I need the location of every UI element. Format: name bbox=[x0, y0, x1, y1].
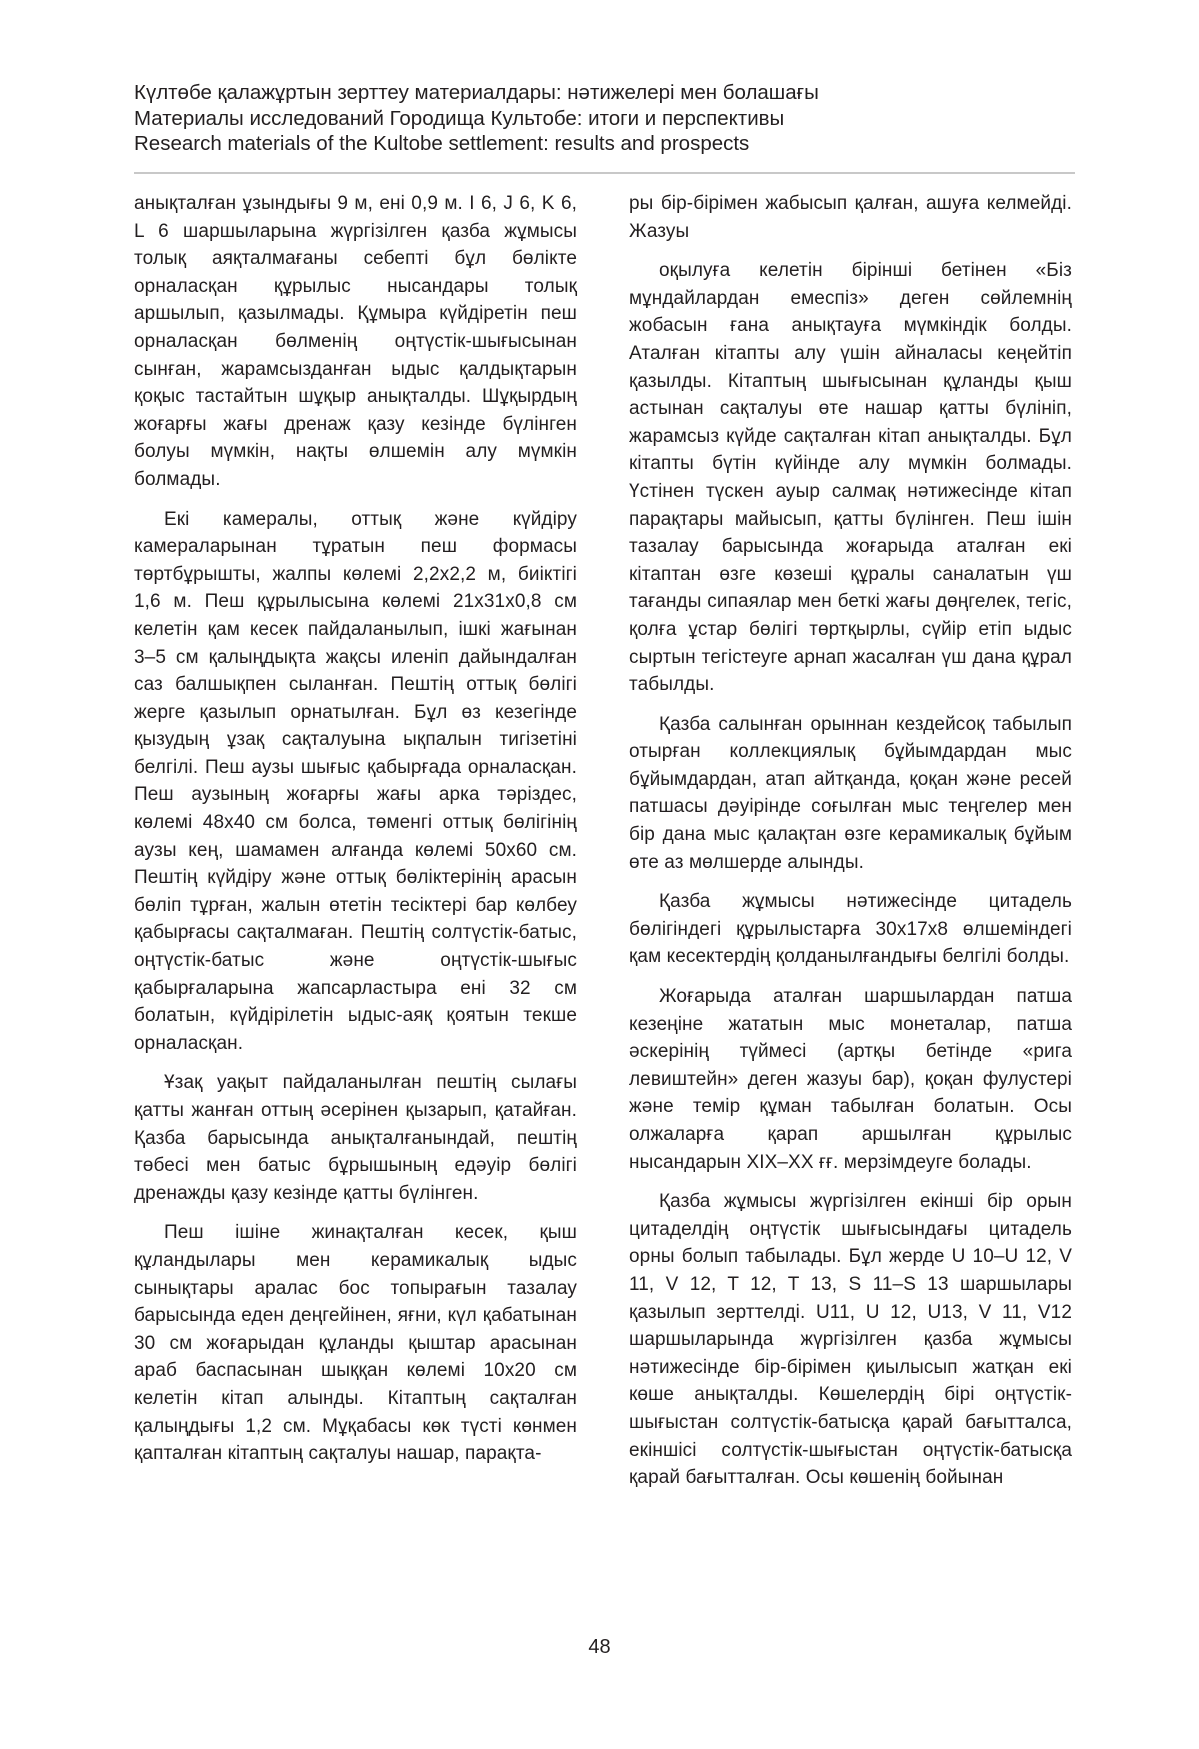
paragraph: Пеш ішіне жинақталған кесек, қыш құландылары мен керамикалық ыдыс сынықтары аралас бос топырағын тазалау барысында еден деңгейінен, яғни, күл қабатынан 30 см жоғарыдан құланды қыштар арасынан араб баспасынан шыққан көлемі 10х20 см келетін кітап алынды. Кітаптың сақталған қалыңдығы 1,2 см. Мұқабасы көк түсті көнмен қапталған кітаптың сақталуы нашар, парақта- bbox=[134, 1222, 577, 1465]
paragraph: Қазба жұмысы нәтижесінде цитадель бөлігіндегі құрылыстарға 30х17х8 өлшеміндегі қам кесектердің қолданылғандығы белгілі болды. bbox=[629, 891, 1072, 968]
paragraph: Екі камералы, оттық және күйдіру камераларынан тұратын пеш формасы төртбұрышты, жалпы көлемі 2,2х2,2 м, биіктігі 1,6 м. Пеш құрылысына көлемі 21х31х0,8 см келетін қам кесек пайдаланылып, ішкі жағынан 3–5 см қалыңдықта жақсы иленіп дайындалған саз балшықпен сыланған. Пештің оттық бөлігі жерге қазылып орнатылған. Бұл өз кезегінде қызудың ұзақ сақталуына ықпалын тигізетіні белгілі. Пеш аузы шығыс қабырғада орналасқан. Пеш аузының жоғарғы жағы арка тәріздес, көлемі 48х40 см болса, төменгі оттық бөлігінің аузы кең, шамамен алғанда көлемі 50х60 см. Пештің күйдіру және оттық бөліктерінің арасын бөліп тұрған, жалын өтетін тесіктері бар көлбеу қабырғасы сақталмаған. Пештің солтүстік-батыс, оңтүстік-батыс және оңтүстік-шығыс қабырғаларына жапсарластыра ені 32 см болатын, күйдірілетін ыдыс-аяқ қоятын текше орналасқан. bbox=[134, 508, 577, 1054]
paragraph: Қазба салынған орыннан кездейсоқ табылып отырған коллекциялық бұйымдардан мыс бұйымдардан, атап айтқанда, қоқан және ресей патшасы дәуірінде соғылған мыс теңгелер мен бір дана мыс қалақтан өзге керамикалық бұйым өте аз мөлшерде алынды. bbox=[629, 713, 1072, 873]
right-column bbox=[629, 190, 1072, 1504]
paragraph: анықталған ұзындығы 9 м, ені 0,9 м. I 6, J 6, K 6, L 6 шаршыларына жүргізілген қазба жұмысы толық аяқталмағаны себепті бұл бөлікте орналасқан құрылыс нысандары толық аршылып, қазылмады. Құмыра күйдіретін пеш орналасқан бөлменің оңтүстік-шығысынан сынған, жарамсызданған ыдыс қалдықтарын қоқыс тастайтын шұқыр анықталды. Шұқырдың жоғарғы жағы дренаж қазу кезінде бүлінген болуы мүмкін, нақты өлшемін алу мүмкін болмады. bbox=[134, 193, 577, 490]
page-number: 48 bbox=[588, 1636, 611, 1658]
paragraph: Жоғарыда аталған шаршылардан патша кезеңіне жататын мыс монеталар, патша әскерінің түймесі (артқы бетінде «рига левиштейн» деген жазуы бар), қоқан фулустері және темір құман табылған болатын. Осы олжаларға қарап аршылған құрылыс нысандарын XIX–XX ғғ. мерзімдеуге болады. bbox=[629, 986, 1072, 1173]
paragraph: оқылуға келетін бірінші бетінен «Біз мұндайлардан емеспіз» деген сөйлемнің жобасын ғана анықтауға мүмкіндік болды. Аталған кітапты алу үшін айналасы кеңейтіп қазылды. Кітаптың шығысынан құланды қыш астынан сақталуы өте нашар қатты бүлініп, жарамсыз күйде сақталған кітап анықталды. Бұл кітапты бүтін күйінде алу мүмкін болмады. Үстінен түскен ауыр салмақ нәтижесінде кітап парақтары майысып, қатты бүлінген. Пеш ішін тазалау барысында жоғарыда аталған екі кітаптан өзге көзеші құралы саналатын үш тағанды сипаялар мен беткі жағы дөңгелек, тегіс, қолға ұстар бөлігі төртқырлы, сүйір етіп ыдыс сыртын тегістеуге арнап жасалған үш дана құрал табылды. bbox=[629, 260, 1072, 696]
header-title-english: Research materials of the Kultobe settlement: results and prospects bbox=[134, 132, 750, 155]
left-column bbox=[134, 190, 577, 1480]
running-header bbox=[134, 80, 1074, 157]
paragraph: Қазба жұмысы жүргізілген екінші бір орын цитаделдің оңтүстік шығысындағы цитадель орны болып табылады. Бұл жерде U 10–U 12, V 11, V 12, T 12, T 13, S 11–S 13 шаршылары қазылып зерттелді. U11, U 12, U13, V 11, V12 шаршыларында жүргізілген қазба жұмысы нәтижесінде бір-бірімен қиылысып жатқан екі көше анықталды. Көшелердің бірі оңтүстік-шығыстан солтүстік-батысқа қарай бағытталса, екіншісі солтүстік-шығыстан оңтүстік-батысқа қарай бағытталған. Осы көшенің бойынан bbox=[629, 1191, 1072, 1489]
paragraph: ры бір-бірімен жабысып қалған, ашуға келмейді. Жазуы bbox=[629, 193, 1072, 242]
header-title-russian: Материалы исследований Городища Культобе: итоги и перспективы bbox=[134, 106, 785, 130]
paragraph: Ұзақ уақыт пайдаланылған пештің сылағы қатты жанған оттың әсерінен қызарып, қатайған. Қазба барысында анықталғанындай, пештің төбесі мен батыс бұрышының едәуір бөлігі дренажды қазу кезінде қатты бүлінген. bbox=[134, 1072, 577, 1204]
header-divider bbox=[134, 172, 1075, 174]
header-title-kazakh: Күлтөбе қалажұртын зерттеу материалдары: нәтижелері мен болашағы bbox=[134, 81, 819, 104]
